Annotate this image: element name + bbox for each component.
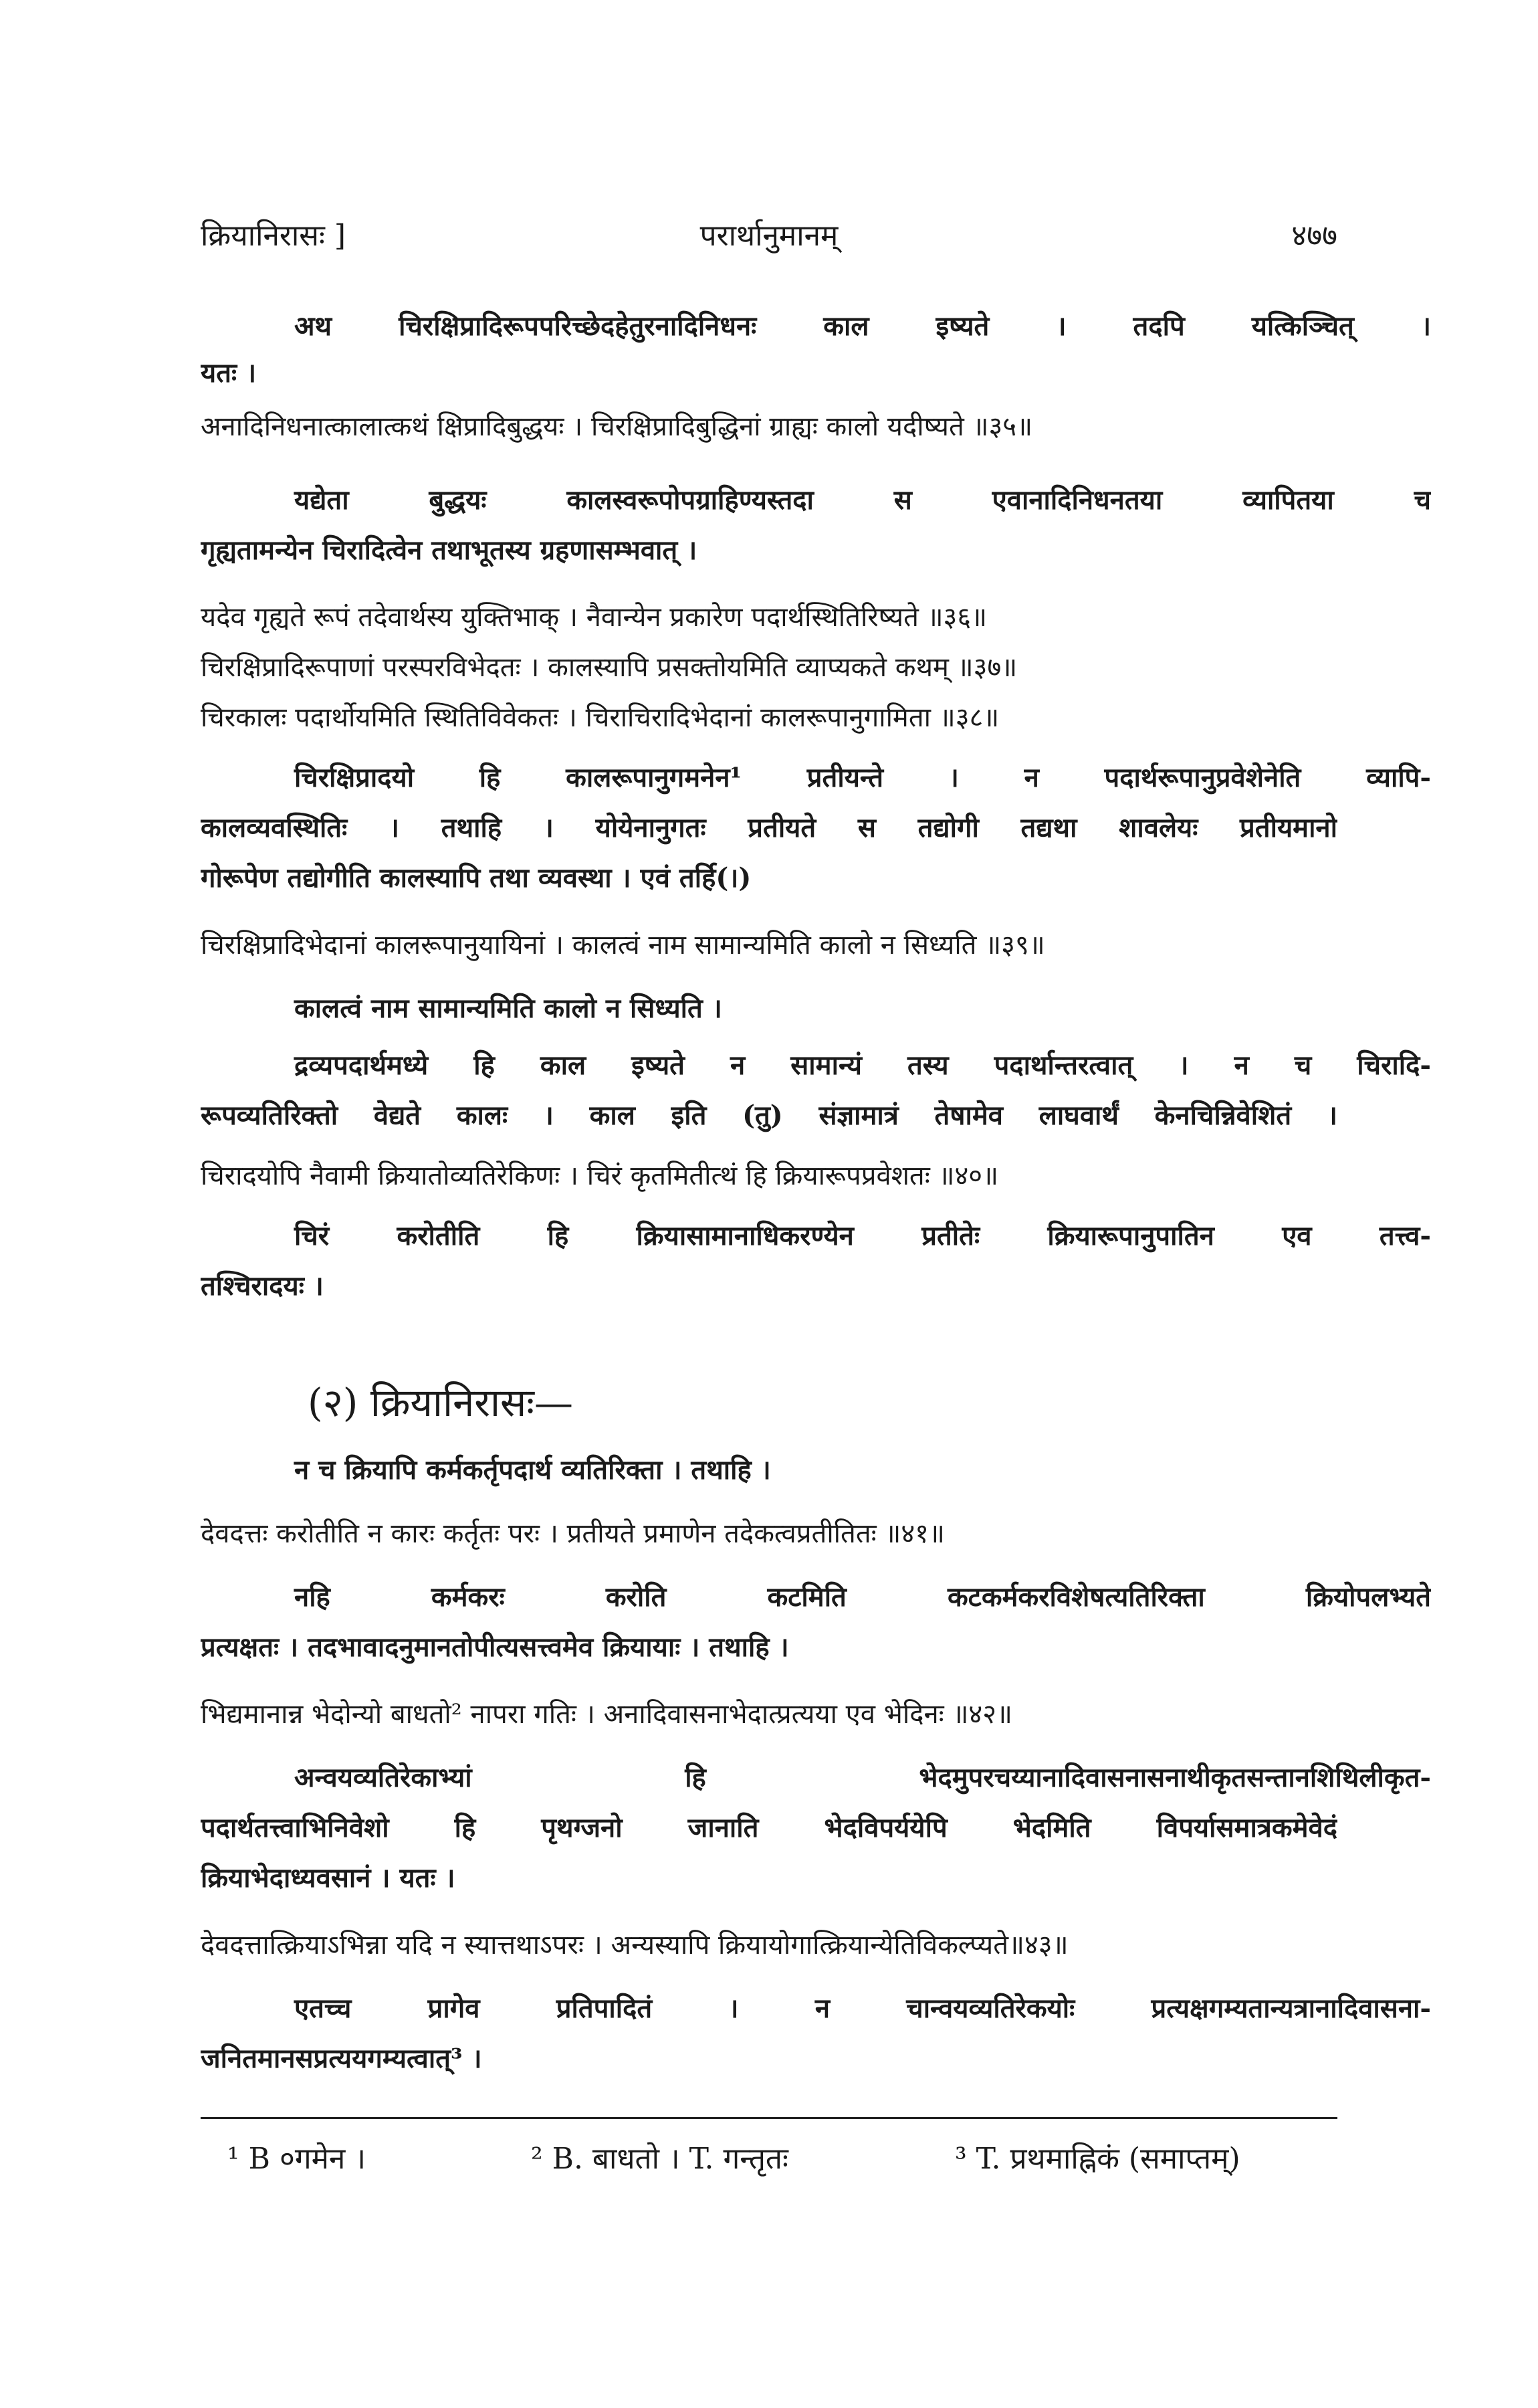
footnote-1: ¹ B ०गमेन । — [227, 2142, 366, 2176]
verse-40: चिरादयोपि नैवामी क्रियातोव्यतिरेकिणः । चिरं कृतमितीत्थं हि क्रियारूपप्रवेशतः ॥४०॥ — [201, 1161, 999, 1191]
verse-35: अनादिनिधनात्कालात्कथं क्षिप्रादिबुद्धयः । चिरक्षिप्रादिबुद्धिनां ग्राह्यः कालो यदीष्यते ॥३५॥ — [201, 411, 1033, 442]
prose-line: यद्येता बुद्धयः कालस्वरूपोपग्राहिण्यस्तदा स एवानादिनिधनतया व्यापितया च — [294, 484, 1431, 516]
verse-42: भिद्यमानान्न भेदोन्यो बाधतो² नापरा गतिः । अनादिवासनाभेदात्प्रत्यया एव भेदिनः ॥४२॥ — [201, 1699, 1012, 1730]
section-heading: (२) क्रियानिरासः— — [308, 1380, 573, 1425]
verse-37: चिरक्षिप्रादिरूपाणां परस्परविभेदतः । कालस्यापि प्रसक्तोयमिति व्याप्यकते कथम् ॥३७॥ — [201, 652, 1018, 683]
footnote-3: ³ T. प्रथमाह्निकं (समाप्तम्) — [955, 2142, 1240, 2176]
prose-line: जनितमानसप्रत्ययगम्यत्वात्³ । — [201, 2043, 482, 2074]
prose-line: नहि कर्मकरः करोति कटमिति कटकर्मकरविशेषत्यतिरिक्ता क्रियोपलभ्यते — [294, 1581, 1431, 1613]
page — [201, 0, 1431, 2408]
prose-line: अथ चिरक्षिप्रादिरूपपरिच्छेदहेतुरनादिनिधनः काल इष्यते । तदपि यत्किञ्चित् । — [294, 310, 1431, 342]
footnote-divider — [201, 2117, 1337, 2119]
verse-36: यदेव गृह्यते रूपं तदेवार्थस्य युक्तिभाक् । नैवान्येन प्रकारेण पदार्थस्थितिरिष्यते ॥३६॥ — [201, 602, 988, 633]
prose-line: गोरूपेण तद्योगीति कालस्यापि तथा व्यवस्था । एवं तर्हि(।) — [201, 862, 752, 894]
prose-line: चिरं करोतीति हि क्रियासामानाधिकरण्येन प्रतीतेः क्रियारूपानुपातिन एव तत्त्व- — [294, 1220, 1431, 1251]
prose-line: यतः । — [201, 357, 257, 389]
prose-line: न च क्रियापि कर्मकर्तृपदार्थ व्यतिरिक्ता । तथाहि । — [294, 1454, 771, 1486]
page-number: ४७७ — [1291, 219, 1337, 253]
header-chapter: क्रियानिरासः ] — [201, 219, 346, 253]
verse-43: देवदत्तात्क्रियाऽभिन्ना यदि न स्यात्तथाऽपरः । अन्यस्यापि क्रियायोगात्क्रियान्येतिविकल्प्यते॥४३॥ — [201, 1930, 1069, 1961]
footnotes — [227, 2137, 1337, 2177]
prose-line: एतच्च प्रागेव प्रतिपादितं । न चान्वयव्यतिरेकयोः प्रत्यक्षगम्यतान्यत्रानादिवासना- — [294, 1993, 1431, 2024]
verse-39: चिरक्षिप्रादिभेदानां कालरूपानुयायिनां । कालत्वं नाम सामान्यमिति कालो न सिध्यति ॥३९॥ — [201, 930, 1045, 961]
prose-line: गृह्यतामन्येन चिरादित्वेन तथाभूतस्य ग्रहणासम्भवात् । — [201, 534, 697, 566]
prose-line: क्रियाभेदाध्यवसानं । यतः । — [201, 1862, 455, 1894]
verse-41: देवदत्तः करोतीति न कारः कर्तृतः परः । प्रतीयते प्रमाणेन तदेकत्वप्रतीतितः ॥४१॥ — [201, 1518, 945, 1549]
prose-line: रूपव्यतिरिक्तो वेद्यते कालः । काल इति (तु) संज्ञामात्रं तेषामेव लाघवार्थं केनचिन्निवेशितं । — [201, 1100, 1337, 1131]
prose-line: द्रव्यपदार्थमध्ये हि काल इष्यते न सामान्यं तस्य पदार्थान्तरत्वात् । न च चिरादि- — [294, 1049, 1431, 1081]
prose-line: कालत्वं नाम सामान्यमिति कालो न सिध्यति । — [294, 993, 722, 1024]
prose-line: पदार्थतत्त्वाभिनिवेशो हि पृथग्जनो जानाति भेदविपर्ययेपि भेदमिति विपर्यासमात्रकमेवेदं — [201, 1812, 1337, 1843]
header-title: परार्थानुमानम् — [699, 219, 839, 253]
verse-38: चिरकालः पदार्थोयमिति स्थितिविवेकतः । चिराचिरादिभेदानां कालरूपानुगामिता ॥३८॥ — [201, 702, 1000, 733]
running-header — [201, 214, 1337, 268]
prose-line: चिरक्षिप्रादयो हि कालरूपानुगमनेन¹ प्रतीयन्ते । न पदार्थरूपानुप्रवेशेनेति व्यापि- — [294, 762, 1431, 793]
prose-line: प्रत्यक्षतः । तदभावादनुमानतोपीत्यसत्त्वमेव क्रियायाः । तथाहि । — [201, 1631, 789, 1663]
prose-line: अन्वयव्यतिरेकाभ्यां हि भेदमुपरचय्यानादिवासनासनाथीकृतसन्तानशिथिलीकृत- — [294, 1762, 1431, 1793]
prose-line: कालव्यवस्थितिः । तथाहि । योयेनानुगतः प्रतीयते स तद्योगी तद्यथा शावलेयः प्रतीयमानो — [201, 812, 1337, 843]
footnote-2: ² B. बाधतो । T. गन्तृतः — [531, 2142, 788, 2176]
prose-line: तश्चिरादयः । — [201, 1270, 324, 1302]
